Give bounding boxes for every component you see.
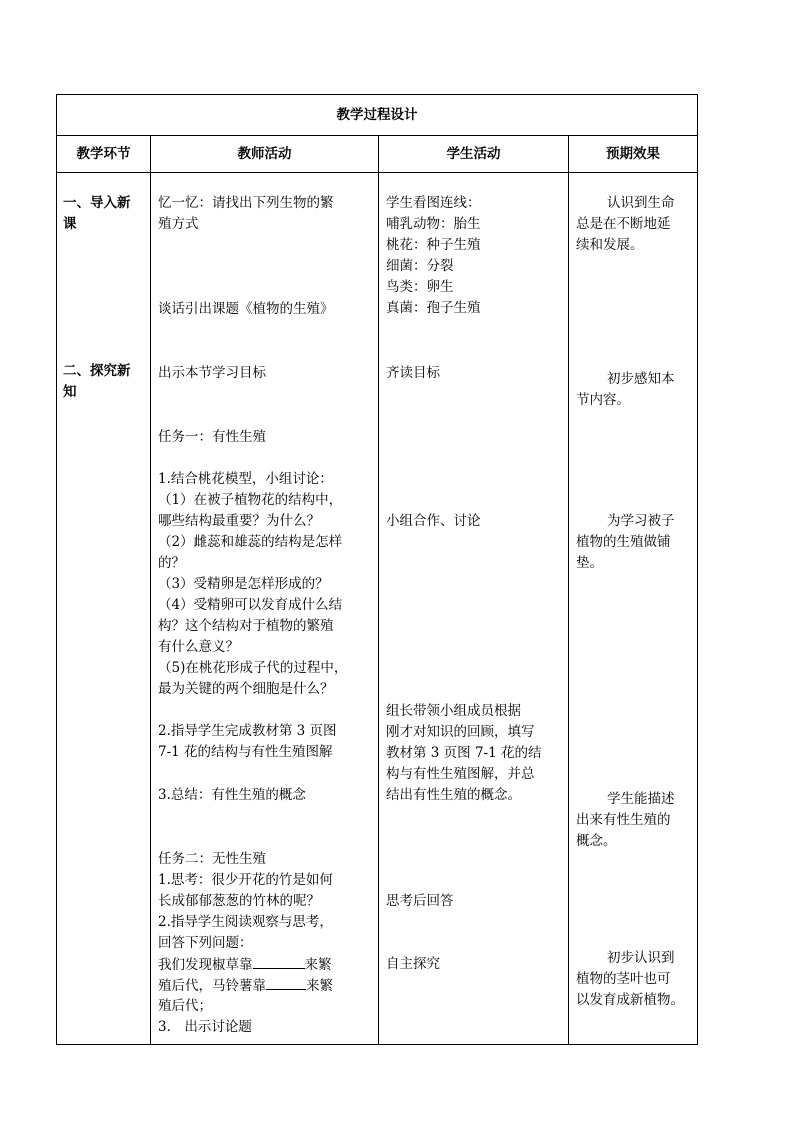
header-teacher: 教师活动 — [151, 136, 379, 173]
student-line: 刚才对知识的回顾，填写 — [386, 724, 535, 740]
teacher-line: 最为关键的两个细胞是什么？ — [158, 681, 334, 697]
student-line: 哺乳动物：胎生 — [386, 216, 481, 232]
title-row — [57, 95, 698, 136]
teacher-line: 殖方式 — [158, 216, 199, 232]
teacher-line: （1）在被子植物花的结构中， — [158, 492, 343, 508]
teacher-line: 长成郁郁葱葱的竹林的呢？ — [158, 893, 320, 909]
student-line: 构与有性生殖图解，并总 — [386, 766, 535, 782]
student-line: 学生看图连线： — [386, 195, 481, 211]
stage-1-line-1: 一、导入新 — [63, 195, 131, 211]
effect-line: 出来有性生殖的 — [576, 812, 671, 828]
teacher-line: 3． 出示讨论题 — [158, 1019, 252, 1035]
student-line: 桃花：种子生殖 — [386, 237, 481, 253]
student-line: 思考后回答 — [386, 893, 454, 909]
teacher-line: 哪些结构最重要？为什么？ — [158, 513, 320, 529]
effect-line: 节内容。 — [576, 392, 630, 408]
effect-line: 以发育成新植物。 — [576, 992, 684, 1008]
teacher-line: 出示本节学习目标 — [158, 365, 266, 381]
answer-blank — [266, 975, 306, 990]
teacher-line: 3.总结：有性生殖的概念 — [158, 787, 306, 803]
fill-text: 我们发现椒草靠 — [158, 957, 253, 973]
answer-blank — [253, 954, 305, 969]
teacher-line: 的？ — [158, 555, 185, 571]
table-title: 教学过程设计 — [57, 95, 698, 136]
teacher-cell — [151, 173, 379, 1045]
fill-text: 来繁 — [306, 978, 333, 994]
effect-line: 植物的茎叶也可 — [576, 971, 671, 987]
fill-text: 来繁 — [304, 957, 332, 973]
effect-line: 概念。 — [576, 833, 617, 849]
teacher-line: 1.结合桃花模型，小组讨论： — [158, 471, 333, 487]
student-line: 真菌：孢子生殖 — [386, 300, 481, 316]
stage-1-line-2: 课 — [63, 216, 77, 232]
effect-line: 认识到生命 — [607, 195, 675, 211]
teacher-line: 2.指导学生完成教材第 3 页图 — [158, 723, 337, 739]
effect-line: 学生能描述 — [607, 791, 675, 807]
teacher-line: 谈话引出课题《植物的生殖》 — [158, 301, 334, 317]
effect-cell — [569, 173, 698, 1045]
effect-line: 初步认识到 — [607, 950, 675, 966]
teacher-line: 任务一：有性生殖 — [158, 429, 266, 445]
teacher-line: 忆一忆：请找出下列生物的繁 — [158, 195, 334, 211]
student-line: 小组合作、讨论 — [386, 513, 481, 529]
student-line: 自主探究 — [386, 956, 440, 972]
student-line: 教材第 3 页图 7-1 花的结 — [386, 745, 542, 761]
stage-2-line-1: 二、探究新 — [63, 363, 131, 379]
content-row — [57, 173, 698, 1045]
effect-line: 为学习被子 — [607, 513, 675, 529]
teacher-line: 任务二：无性生殖 — [158, 851, 266, 867]
effect-line: 总是在不断地延 — [576, 216, 671, 232]
teacher-line: 有什么意义？ — [158, 639, 239, 655]
header-row — [57, 136, 698, 173]
effect-line: 续和发展。 — [576, 237, 644, 253]
student-line: 齐读目标 — [386, 365, 440, 381]
lesson-plan-table — [56, 94, 698, 1045]
teacher-line: 殖后代； — [158, 998, 212, 1014]
student-line: 组长带领小组成员根据 — [386, 703, 521, 719]
teacher-line: 7-1 花的结构与有性生殖图解 — [158, 744, 333, 760]
teacher-line: 1.思考：很少开花的竹是如何 — [158, 872, 333, 888]
teacher-line: （4）受精卵可以发育成什么结 — [158, 597, 343, 613]
student-cell — [379, 173, 569, 1045]
stage-cell — [57, 173, 151, 1045]
student-line: 结出有性生殖的概念。 — [386, 787, 521, 803]
student-line: 鸟类：卵生 — [386, 279, 454, 295]
teacher-line: （2）雌蕊和雄蕊的结构是怎样 — [158, 534, 343, 550]
teacher-line: 回答下列问题： — [158, 935, 253, 951]
student-line: 细菌：分裂 — [386, 258, 454, 274]
teacher-fill-line — [158, 975, 333, 997]
effect-line: 植物的生殖做铺 — [576, 534, 671, 550]
teacher-line: 构？这个结构对于植物的繁殖 — [158, 618, 334, 634]
header-stage: 教学环节 — [57, 136, 151, 173]
effect-line: 初步感知本 — [607, 371, 675, 387]
header-student: 学生活动 — [379, 136, 569, 173]
teacher-line: 2.指导学生阅读观察与思考， — [158, 914, 333, 930]
effect-line: 垫。 — [576, 555, 603, 571]
teacher-line: （3）受精卵是怎样形成的？ — [158, 576, 329, 592]
header-effect: 预期效果 — [569, 136, 698, 173]
fill-text: 殖后代，马铃薯靠 — [158, 978, 266, 994]
teacher-line: （5)在桃花形成子代的过程中， — [158, 660, 348, 676]
stage-2-line-2: 知 — [63, 384, 77, 400]
teacher-fill-line — [158, 954, 332, 976]
